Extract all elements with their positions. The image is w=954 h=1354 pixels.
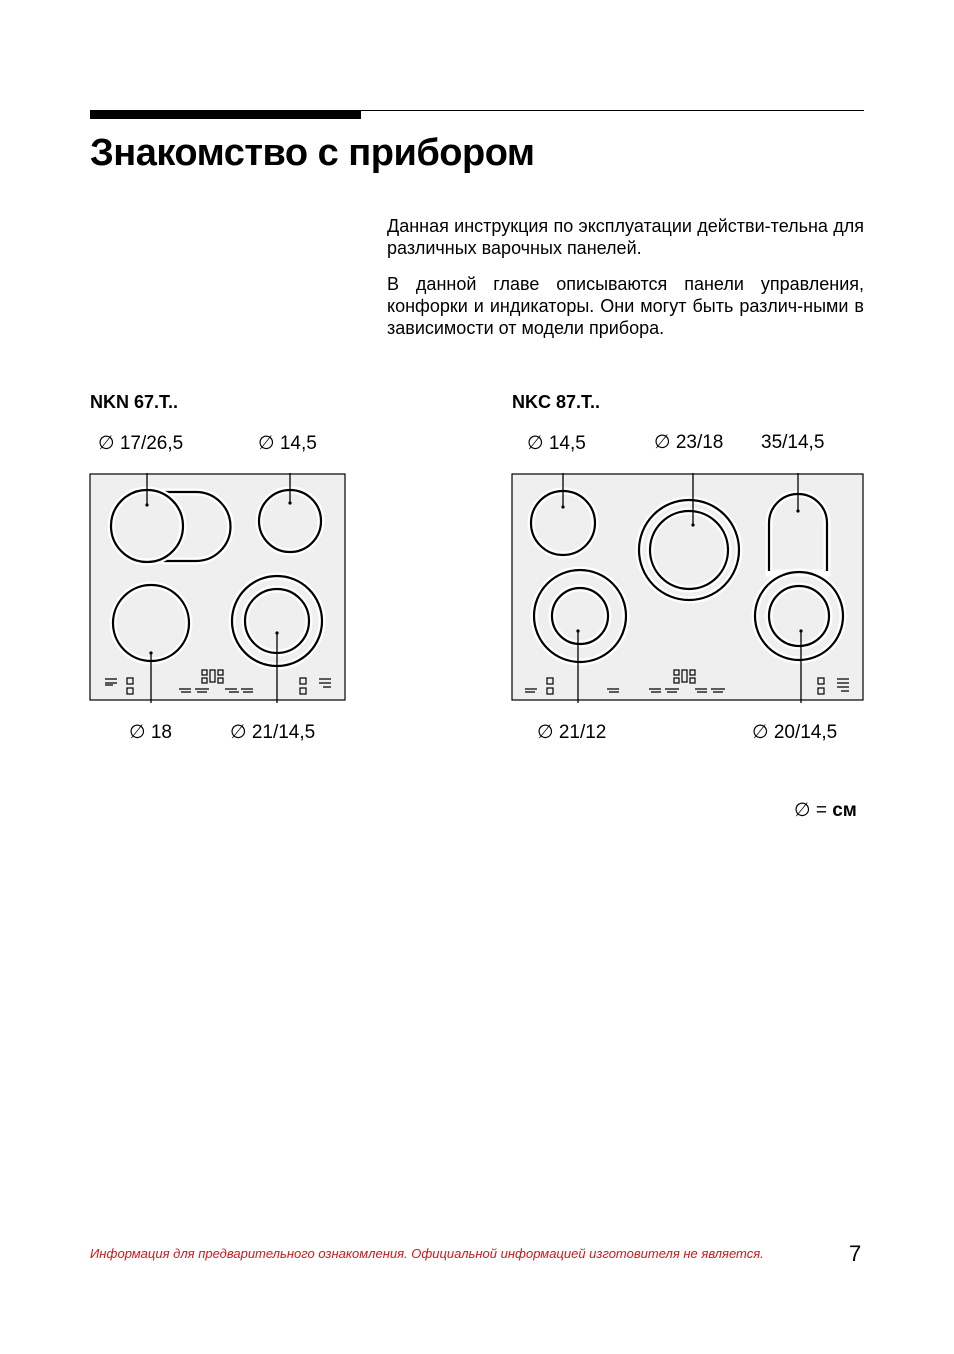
zone-label: ∅ 21/14,5 [230, 722, 316, 743]
model-label-right: NKC 87.T.. [512, 392, 601, 412]
intro-text [387, 215, 864, 353]
zone-label: ∅ 20/14,5 [752, 722, 838, 743]
footer-notice: Информация для предварительного ознакомления. Официальной информацией изготовителя не является. [90, 1246, 764, 1261]
zone-label: ∅ 17/26,5 [98, 433, 184, 454]
legend-unit: см [832, 800, 857, 821]
zone-label: ∅ 14,5 [258, 433, 317, 454]
intro-paragraph: Данная инструкция по эксплуатации действи-тельна для различных варочных панелей. [387, 216, 864, 258]
zone-label: 35/14,5 [761, 432, 825, 453]
zone-label: ∅ 18 [129, 722, 172, 743]
page-title: Знакомство с прибором [90, 132, 535, 174]
cooktop-diagram-left [89, 473, 347, 703]
page-number: 7 [849, 1241, 862, 1266]
zone-label: ∅ 21/12 [537, 722, 607, 743]
zone-label: ∅ 14,5 [527, 433, 586, 454]
model-label-left: NKN 67.T.. [90, 392, 179, 412]
cooktop-diagram-right [511, 473, 865, 703]
header-rule-thin [361, 110, 864, 111]
legend-symbol: ∅ = [794, 800, 827, 821]
diameter-legend [794, 799, 857, 822]
header-rule-thick [90, 110, 361, 119]
intro-paragraph: В данной главе описываются панели управления, конфорки и индикаторы. Они могут быть различ-ными в зависимости от модели прибора. [387, 274, 864, 338]
zone-label: ∅ 23/18 [654, 432, 724, 453]
